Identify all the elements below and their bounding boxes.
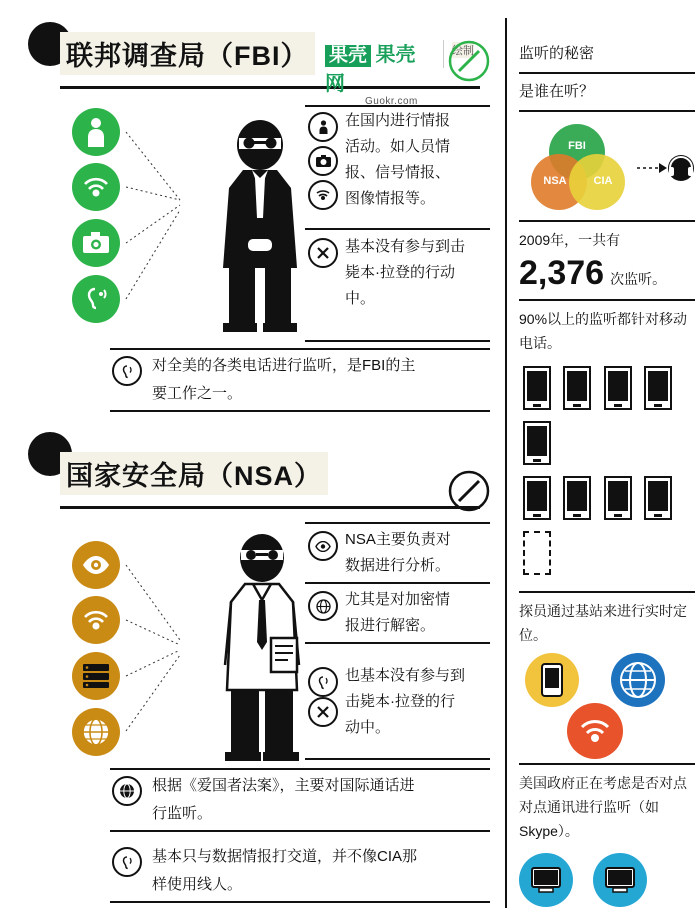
svg-text:FBI: FBI [568, 140, 586, 152]
globe-icon [308, 591, 338, 621]
pen-icon-nsa [448, 470, 490, 512]
signal-icon-round [567, 703, 623, 759]
listening-icon [112, 356, 142, 386]
sidebar [505, 18, 695, 908]
nsa-note1-line-1: 行监听。 [152, 805, 213, 822]
phone-grid [519, 355, 695, 587]
phone-icon [523, 366, 551, 410]
nsa-negative-2: 动中。 [345, 719, 391, 736]
phone-icon [644, 366, 672, 410]
nsa-negative-1: 击毙本·拉登的行 [345, 693, 455, 710]
p2p-block [519, 763, 695, 907]
nsa-negative [345, 663, 525, 741]
nsa-note-2 [152, 843, 522, 899]
phone-icon [563, 476, 591, 520]
nsa-section-header [60, 452, 480, 509]
icon-globe-nsa [72, 708, 120, 756]
globe-icon-note [112, 776, 142, 806]
phone-icon [523, 476, 551, 520]
nsa-point-1: 数据进行分析。 [345, 557, 451, 574]
phone-icon [644, 476, 672, 520]
fbi-point-2: 报、信号情报、 [345, 164, 451, 181]
nsa-points-2 [345, 587, 525, 639]
screen-icon [519, 853, 573, 907]
fbi-agent-illustration [205, 118, 315, 333]
nsa-point-2: 尤其是对加密情 [345, 591, 451, 608]
p2p-icons [519, 843, 695, 907]
phone-icon-empty [523, 531, 551, 575]
nsa-points [345, 527, 525, 579]
nsa-point-3: 报进行解密。 [345, 617, 436, 634]
svg-text:NSA: NSA [543, 175, 567, 187]
guokr-logo-mark: 果壳 [325, 45, 371, 67]
svg-text:CIA: CIA [593, 175, 613, 187]
globe-icon-round [611, 653, 665, 707]
fbi-negative [345, 234, 525, 312]
phone-icon [604, 366, 632, 410]
nsa-note2-line-1: 样使用线人。 [152, 876, 243, 893]
phone-icon-round [525, 653, 579, 707]
guokr-logo-url: Guokr.com [365, 96, 418, 107]
realtime-text: 探员通过基站来进行实时定位。 [519, 603, 687, 643]
icon-signal-nsa [72, 596, 120, 644]
nsa-title: 国家安全局（NSA） [60, 452, 328, 495]
fbi-negative-2: 中。 [345, 290, 376, 307]
listening-icon-note [112, 847, 142, 877]
fbi-negative-1: 毙本·拉登的行动 [345, 264, 455, 281]
nsa-note1-line-0: 根据《爱国者法案》，主要对国际通话进 [152, 777, 415, 794]
sidebar-question: 是谁在听？ [519, 74, 695, 112]
stat-year-line: 2009年，一共有 [519, 232, 621, 248]
mobile-block [519, 299, 695, 587]
nsa-note-1 [152, 772, 522, 828]
icon-eye-nsa [72, 541, 120, 589]
phone-icon [523, 421, 551, 465]
stat-block [519, 220, 695, 299]
sidebar-title: 监听的秘密 [519, 36, 695, 74]
fbi-negative-0: 基本没有参与到击 [345, 238, 466, 255]
fbi-point-1: 活动。如人员情 [345, 138, 451, 155]
nsa-analyst-illustration [205, 530, 320, 765]
phone-icon [563, 366, 591, 410]
nsa-negative-0: 也基本没有参与到 [345, 667, 466, 684]
cross-icon-nsa [308, 697, 338, 727]
realtime-icons [519, 653, 695, 763]
phone-icon [604, 476, 632, 520]
mobile-text: 90%以上的监听都针对移动电话。 [519, 311, 688, 351]
person-icon [308, 112, 338, 142]
fbi-note [152, 352, 522, 408]
screen-icon [593, 853, 647, 907]
fbi-note-line-1: 要工作之一。 [152, 385, 243, 402]
stat-unit: 次监听。 [610, 271, 667, 287]
headphones-icon [637, 148, 697, 194]
nsa-note2-line-0: 基本只与数据情报打交道，并不像CIA那 [152, 848, 418, 865]
cross-icon [308, 238, 338, 268]
fbi-note-line-0: 对全美的各类电话进行监听，是FBI的主 [152, 357, 416, 374]
stat-number: 2,376 [519, 254, 605, 292]
signal-icon [308, 180, 338, 210]
icon-server-nsa [72, 652, 120, 700]
venn-diagram [519, 120, 695, 220]
eye-icon [308, 531, 338, 561]
listening-icon-nsa [308, 667, 338, 697]
realtime-block [519, 591, 695, 763]
camera-icon [308, 146, 338, 176]
nsa-point-0: NSA主要负责对 [345, 531, 451, 548]
guokr-logo-name: 果壳网 [325, 44, 416, 95]
p2p-text: 美国政府正在考虑是否对点对点通讯进行监听（如Skype）。 [519, 775, 687, 839]
credit-tag: 绘制 [452, 42, 474, 58]
fbi-point-0: 在国内进行情报 [345, 112, 451, 129]
fbi-point-3: 图像情报等。 [345, 190, 436, 207]
fbi-title: 联邦调查局（FBI） [60, 32, 315, 75]
fbi-points [345, 108, 525, 212]
